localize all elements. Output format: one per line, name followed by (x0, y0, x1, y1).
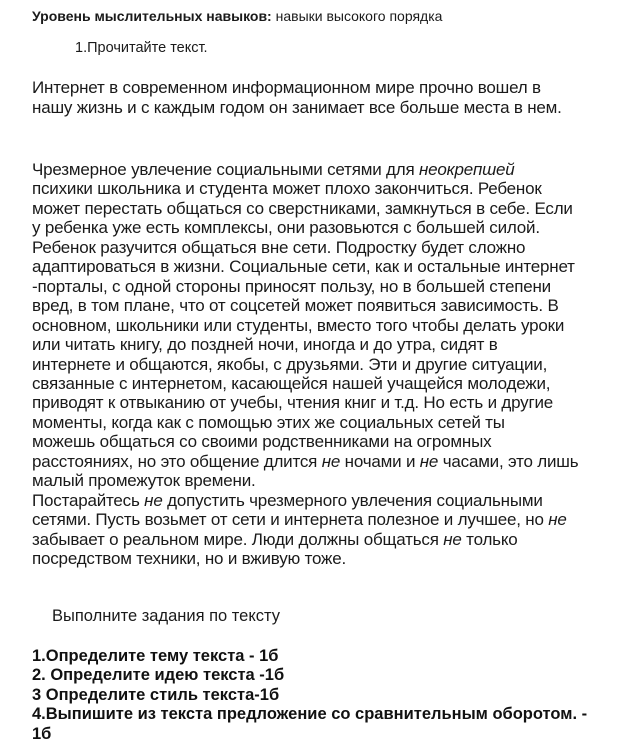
text-line (32, 218, 540, 238)
text-line (32, 549, 346, 569)
text-line (32, 471, 256, 491)
text-segment: малый промежуток времени. (32, 471, 256, 491)
italic-text: не (548, 510, 567, 530)
text-segment: моменты, когда как с помощью этих же социальных сетей ты (32, 412, 505, 432)
text-line (32, 78, 541, 98)
text-segment: основном, школьники или студенты, вместо того чтобы делать уроки (32, 315, 565, 335)
text-segment: адаптироваться в жизни. Социальные сети, как и остальные интернет (32, 257, 575, 277)
text-line (32, 530, 518, 550)
tasks-title: Выполните задания по тексту (52, 607, 280, 625)
text-segment: связанные с интернетом, касающейся нашей учащейся молодежи, (32, 373, 551, 393)
text-line (32, 413, 505, 433)
text-segment: Постарайтесь (32, 490, 145, 510)
text-segment: вред, в том плане, что от соцсетей может появиться зависимость. В (32, 296, 559, 316)
text-line (32, 160, 515, 180)
text-segment: приводят к отвыканию от учебы, чтения книг и т.д. Но есть и другие (32, 393, 554, 413)
text-segment: у ребенка уже есть комплексы, они разовьются с большей силой. (32, 218, 540, 238)
text-line (32, 199, 573, 219)
italic-text: неокрепшей (418, 160, 515, 179)
text-segment: может перестать общаться со сверстниками, замкнуться в себе. Если (32, 198, 573, 218)
text-line (32, 296, 559, 316)
text-segment: -порталы, с одной стороны приносят пользу, но в большей степени (32, 276, 551, 296)
text-segment: психики школьника и студента может плохо закончиться. Ребенок (32, 179, 542, 199)
italic-text: не (443, 529, 462, 549)
text-line (32, 238, 525, 258)
text-segment: Интернет в современном информационном мире прочно вошел в (32, 78, 541, 97)
task-item: 2. Определите идею текста -1б (32, 666, 285, 685)
text-line (32, 432, 491, 452)
text-segment: часами, это лишь (438, 451, 579, 471)
text-line (32, 393, 553, 413)
instruction-read-text: 1.Прочитайте текст. (75, 40, 208, 56)
task-item: 4.Выпишите из текста предложение со сравнительным оборотом. - (32, 705, 588, 724)
text-line (32, 452, 578, 472)
text-segment: Чрезмерное увлечение социальными сетями для (32, 160, 419, 179)
text-line (32, 316, 564, 336)
text-line (32, 491, 543, 511)
text-line (32, 374, 550, 394)
skill-level-value: навыки высокого порядка (271, 8, 443, 24)
text-segment: ночами и (340, 451, 420, 471)
text-segment: сетями. Пусть возьмет от сети и интернета полезное и лучшее, но (32, 510, 549, 530)
text-segment: или читать книгу, до поздней ночи, иногда и до утра, сидят в (32, 335, 498, 355)
italic-text: не (321, 451, 341, 471)
italic-text: не (144, 490, 163, 510)
text-line (32, 355, 547, 375)
task-item: 1б (32, 724, 52, 743)
text-segment: интернете и общаются, якобы, с друзьями. Эти и другие ситуации, (32, 354, 548, 374)
text-line (32, 179, 542, 199)
text-segment: нашу жизнь и с каждым годом он занимает все больше места в нем. (32, 98, 562, 117)
text-segment: посредством техники, но и вживую тоже. (32, 549, 346, 568)
text-line (32, 98, 562, 118)
skill-level-label: Уровень мыслительных навыков: (32, 8, 272, 24)
italic-text: не (419, 451, 439, 471)
text-segment: расстояниях, но это общение длится (32, 451, 322, 471)
text-line (32, 257, 575, 277)
text-line (32, 510, 567, 530)
task-item: 3 Определите стиль текста-1б (32, 685, 280, 704)
skill-level-header (32, 8, 442, 24)
text-line (32, 335, 498, 355)
text-segment: забывает о реальном мире. Люди должны общаться (32, 529, 444, 549)
text-segment: только (461, 529, 518, 549)
text-segment: можешь общаться со своими родственниками на огромных (32, 432, 492, 452)
text-line (32, 277, 551, 297)
text-segment: Ребенок разучится общаться вне сети. Подростку будет сложно (32, 237, 526, 257)
task-item: 1.Определите тему текста - 1б (32, 647, 279, 665)
text-segment: допустить чрезмерного увлечения социальными (162, 490, 543, 510)
